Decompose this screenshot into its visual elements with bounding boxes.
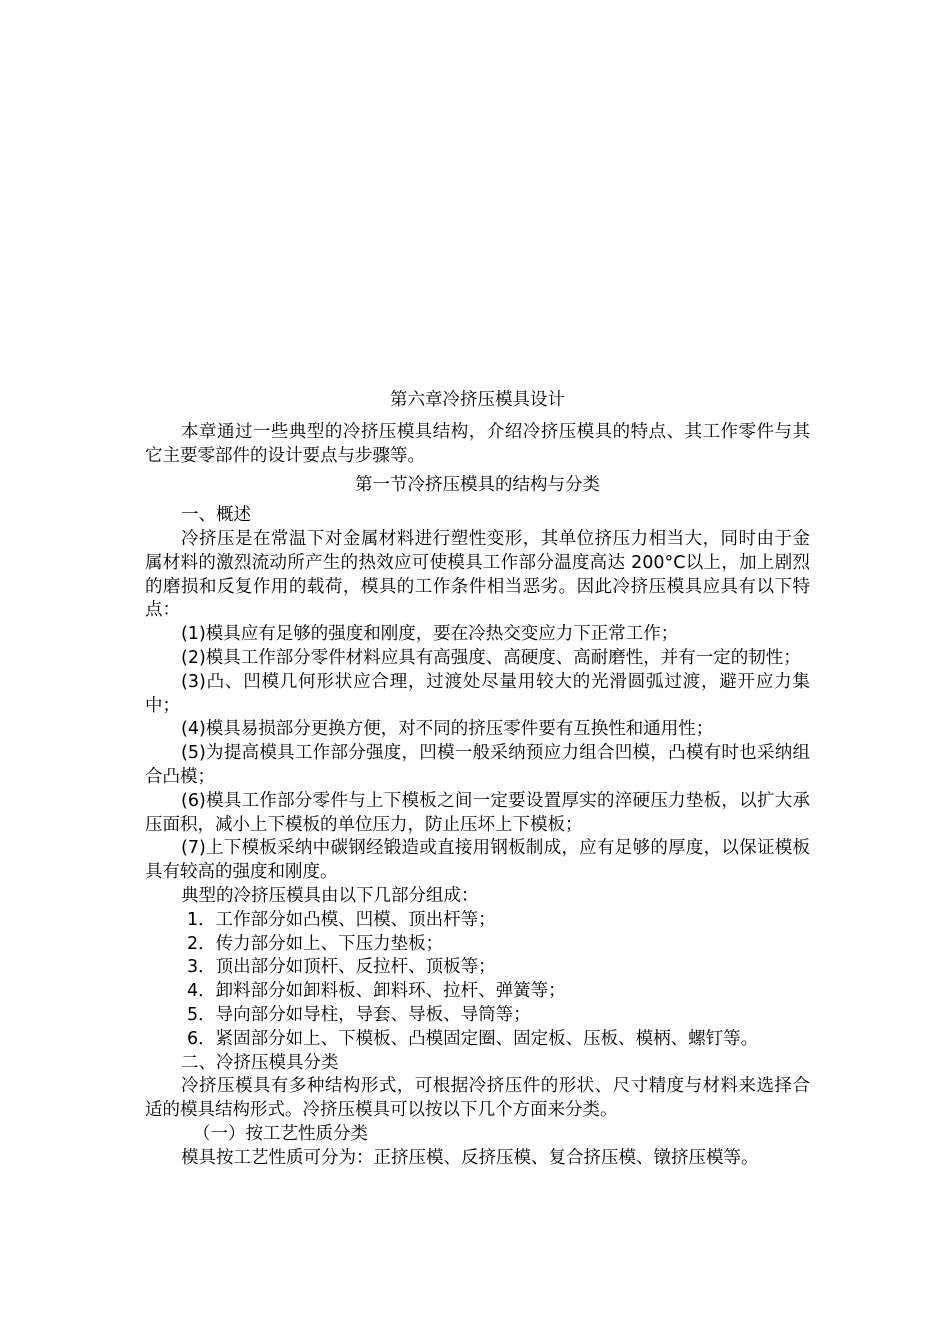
feature-item: (5)为提高模具工作部分强度，凹模一般采纳预应力组合凹模，凸模有时也采纳组合凸模； xyxy=(145,743,810,787)
heading-classification: 二、冷挤压模具分类 xyxy=(181,1052,339,1073)
document-page xyxy=(145,389,810,1171)
section-title: 第一节冷挤压模具的结构与分类 xyxy=(355,475,600,496)
process-paragraph: 模具按工艺性质可分为：正挤压模、反挤压模、复合挤压模、镦挤压模等。 xyxy=(181,1147,759,1168)
feature-item: (2)模具工作部分零件材料应具有高强度、高硬度、高耐磨性，并有一定的韧性； xyxy=(181,647,801,668)
chapter-title: 第六章冷挤压模具设计 xyxy=(390,390,565,410)
heading-overview: 一、概述 xyxy=(181,505,251,526)
classification-paragraph: 冷挤压模具有多种结构形式，可根据冷挤压件的形状、尺寸精度与材料来选择合适的模具结构形式。冷挤压模具可以按以下几个方面来分类。 xyxy=(145,1076,810,1121)
intro-paragraph: 本章通过一些典型的冷挤压模具结构，介绍冷挤压模具的特点、其工作零件与其它主要零部件的设计要点与步骤等。 xyxy=(145,421,810,466)
feature-item: (4)模具易损部分更换方便，对不同的挤压零件要有互换性和通用性； xyxy=(181,719,714,740)
component-item: 2．传力部分如上、下压力垫板； xyxy=(187,933,444,954)
components-intro: 典型的冷挤压模具由以下几部分组成： xyxy=(181,885,479,906)
component-item: 3．顶出部分如顶杆、反拉杆、顶板等； xyxy=(187,957,496,978)
feature-item: (3)凸、凹模几何形状应合理，过渡处尽量用较大的光滑圆弧过渡，避开应力集中； xyxy=(145,671,810,716)
feature-item: (6)模具工作部分零件与上下模板之间一定要设置厚实的淬硬压力垫板，以扩大承压面积，减小上下模板的单位压力，防止压坏上下模板； xyxy=(145,790,810,835)
component-item: 6．紧固部分如上、下模板、凸模固定圈、固定板、压板、模柄、螺钉等。 xyxy=(187,1028,759,1049)
overview-paragraph: 冷挤压是在常温下对金属材料进行塑性变形，其单位挤压力相当大，同时由于金属材料的激烈流动所产生的热效应可使模具工作部分温度高达 200°C以上，加上剧烈的磨损和反复作用的载荷，模具的工作条件相当恶劣。因此冷挤压模具应具有以下特点： xyxy=(145,528,810,621)
feature-item: (1)模具应有足够的强度和刚度，要在冷热交变应力下正常工作； xyxy=(181,624,679,645)
component-item: 1．工作部分如凸模、凹模、顶出杆等； xyxy=(187,909,496,930)
feature-item: (7)上下模板采纳中碳钢经锻造或直接用钢板制成，应有足够的厚度，以保证模板具有较高的强度和刚度。 xyxy=(145,838,810,883)
component-item: 4．卸料部分如卸料板、卸料环、拉杆、弹簧等； xyxy=(187,981,566,1002)
component-item: 5．导向部分如导柱，导套、导板、导筒等； xyxy=(187,1004,531,1025)
sub-heading-process: （一）按工艺性质分类 xyxy=(193,1123,368,1144)
